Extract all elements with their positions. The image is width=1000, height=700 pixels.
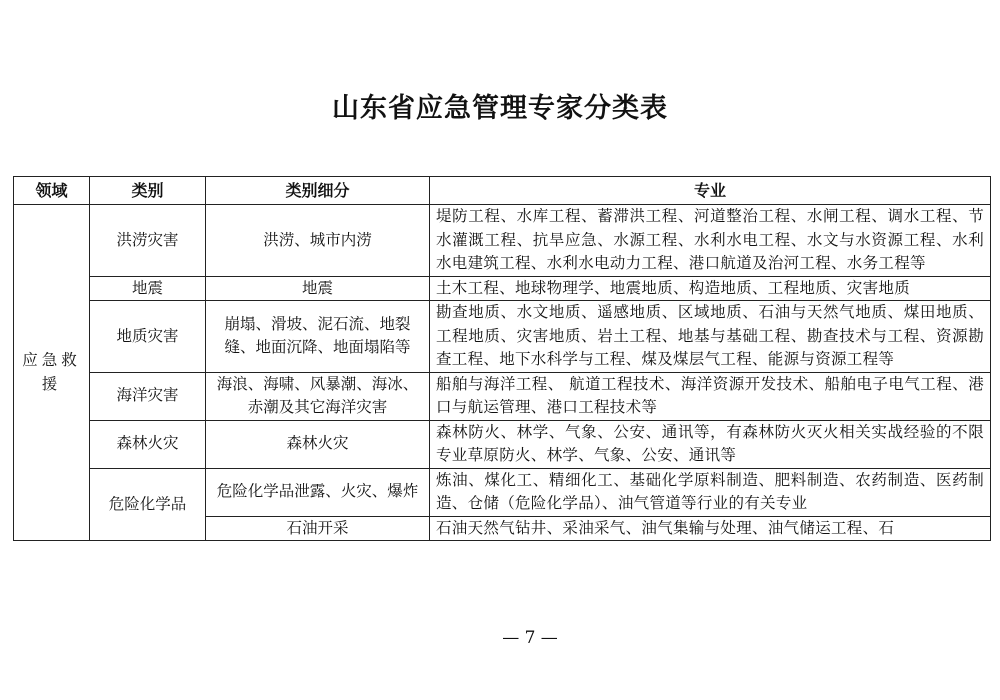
expert-classification-table: [13, 176, 991, 541]
subcategory-cell: 崩塌、滑坡、泥石流、地裂缝、地面沉降、地面塌陷等: [206, 301, 430, 373]
subcategory-cell: 海浪、海啸、风暴潮、海冰、赤潮及其它海洋灾害: [206, 372, 430, 420]
table-row: [14, 276, 991, 301]
category-cell: 地质灾害: [90, 301, 206, 373]
category-cell: 洪涝灾害: [90, 205, 206, 277]
category-cell: 海洋灾害: [90, 372, 206, 420]
table-row: [14, 205, 991, 277]
major-cell: 炼油、煤化工、精细化工、基础化学原料制造、肥料制造、农药制造、医药制造、仓储（危险化学品）、油气管道等行业的有关专业: [430, 468, 991, 516]
table-row: [14, 372, 991, 420]
major-cell: 勘查地质、水文地质、遥感地质、区域地质、石油与天然气地质、煤田地质、工程地质、灾害地质、岩土工程、地基与基础工程、勘查技术与工程、资源勘查工程、地下水科学与工程、煤及煤层气工程、能源与资源工程等: [430, 301, 991, 373]
subcategory-cell: 危险化学品泄露、火灾、爆炸: [206, 468, 430, 516]
document-title: 山东省应急管理专家分类表: [332, 93, 668, 124]
major-cell: 船舶与海洋工程、 航道工程技术、海洋资源开发技术、船舶电子电气工程、港口与航运管理、港口工程技术等: [430, 372, 991, 420]
header-domain: 领域: [14, 177, 90, 205]
header-subcategory: 类别细分: [206, 177, 430, 205]
major-cell: 石油天然气钻井、采油采气、油气集输与处理、油气储运工程、石: [430, 516, 991, 541]
table-header-row: [14, 177, 991, 205]
subcategory-cell: 石油开采: [206, 516, 430, 541]
category-cell: 危险化学品: [90, 468, 206, 541]
page-number: — 7 —: [502, 628, 558, 648]
table-row: [14, 301, 991, 373]
category-cell: 地震: [90, 276, 206, 301]
major-cell: 森林防火、林学、气象、公安、通讯等，有森林防火灭火相关实战经验的不限专业草原防火、林学、气象、公安、通讯等: [430, 420, 991, 468]
subcategory-cell: 洪涝、城市内涝: [206, 205, 430, 277]
subcategory-cell: 森林火灾: [206, 420, 430, 468]
major-cell: 土木工程、地球物理学、地震地质、构造地质、工程地质、灾害地质: [430, 276, 991, 301]
subcategory-cell: 地震: [206, 276, 430, 301]
header-category: 类别: [90, 177, 206, 205]
header-major: 专业: [430, 177, 991, 205]
domain-cell: 应急救援: [14, 205, 90, 541]
table-row: [14, 420, 991, 468]
table-row: [14, 468, 991, 516]
major-cell: 堤防工程、水库工程、蓄滞洪工程、河道整治工程、水闸工程、调水工程、节水灌溉工程、抗旱应急、水源工程、水利水电工程、水文与水资源工程、水利水电建筑工程、水利水电动力工程、港口航道及治河工程、水务工程等: [430, 205, 991, 277]
category-cell: 森林火灾: [90, 420, 206, 468]
